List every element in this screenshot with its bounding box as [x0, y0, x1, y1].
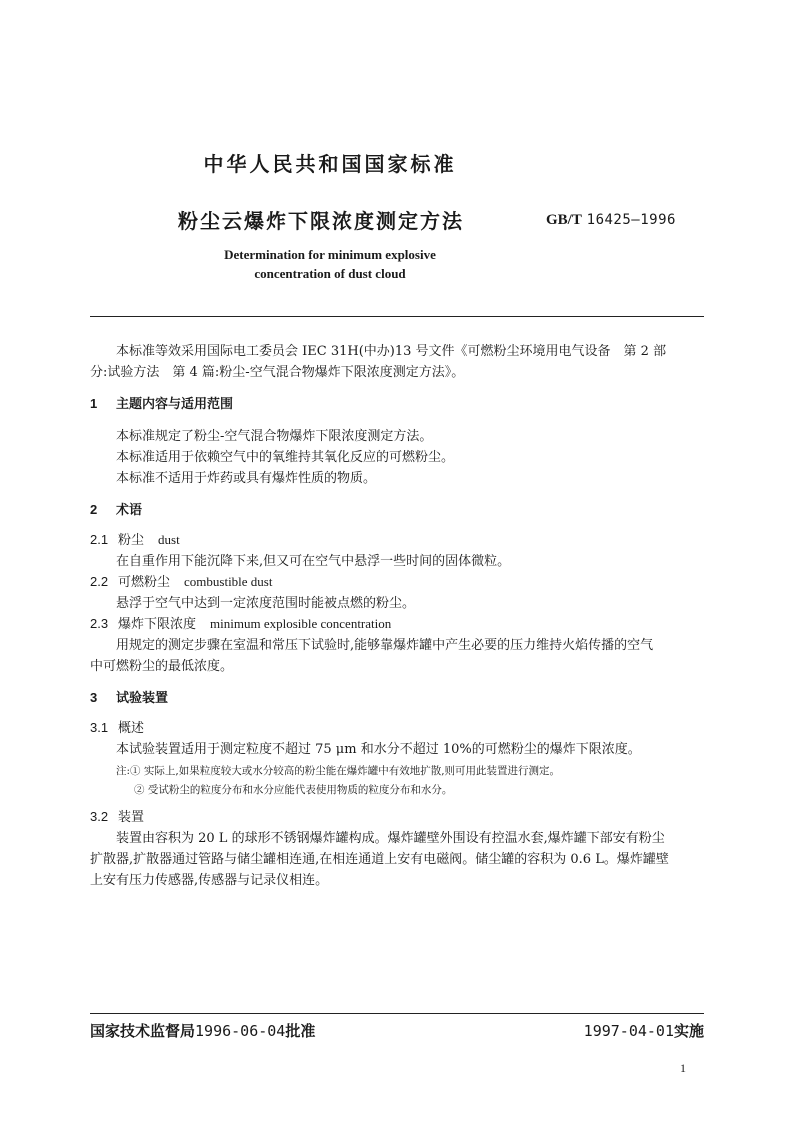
- section-1-heading: [90, 393, 233, 412]
- subsection-3-1-title: 概述: [118, 721, 145, 736]
- term-2-2-definition: 悬浮于空气中达到一定浓度范围时能被点燃的粉尘。: [116, 596, 416, 611]
- term-2-3-definition-line-2: 中可燃粉尘的最低浓度。: [90, 659, 234, 674]
- term-2-2-number: 2.2: [90, 574, 109, 589]
- subsection-3-2-number: 3.2: [90, 809, 109, 824]
- note-2: ② 受试粉尘的粒度分布和水分应能代表使用物质的粒度分布和水分。: [134, 784, 453, 796]
- standard-code: 16425—1996: [586, 212, 676, 228]
- preface-line-1: 本标准等效采用国际电工委员会 IEC 31H(中办)13 号文件《可燃粉尘环境用电气设备 第 2 部: [116, 344, 667, 359]
- standard-prefix: GB/T: [546, 212, 582, 228]
- document-title-cn: 粉尘云爆炸下限浓度测定方法: [178, 209, 464, 233]
- document-title-en-line1: Determination for minimum explosive: [224, 247, 436, 262]
- subsection-3-2-line-2: 扩散器,扩散器通过管路与储尘罐相连通,在相连通道上安有电磁阀。储尘罐的容积为 0.6 L。爆炸罐壁: [90, 852, 669, 867]
- note-1: 注:① 实际上,如果粒度较大或水分较高的粉尘能在爆炸罐中有效地扩散,则可用此装置进行测定。: [116, 765, 561, 777]
- subsection-3-1: [90, 717, 144, 736]
- effective-statement: [584, 1020, 704, 1041]
- subsection-3-2-line-3: 上安有压力传感器,传感器与记录仪相连。: [90, 873, 329, 888]
- section-1-line-3: 本标准不适用于炸药或具有爆炸性质的物质。: [116, 471, 377, 486]
- term-2-1-cn: 粉尘: [118, 533, 145, 548]
- issuer: 国家技术监督局: [90, 1022, 196, 1040]
- section-3-number: 3: [90, 690, 98, 705]
- page-number: 1: [680, 1061, 686, 1075]
- subsection-3-2-line-1: 装置由容积为 20 L 的球形不锈钢爆炸罐构成。爆炸罐壁外围设有控温水套,爆炸罐下部安有粉尘: [116, 831, 665, 846]
- section-1-title: 主题内容与适用范围: [116, 397, 234, 412]
- section-1-number: 1: [90, 396, 98, 411]
- section-1-line-1: 本标准规定了粉尘-空气混合物爆炸下限浓度测定方法。: [116, 429, 433, 444]
- term-2-1-en: dust: [158, 532, 180, 547]
- term-2-1: [90, 529, 180, 548]
- section-3-title: 试验装置: [116, 691, 169, 706]
- effective-label: 实施: [673, 1022, 704, 1040]
- term-2-2-cn: 可燃粉尘: [118, 575, 171, 590]
- term-2-3: [90, 613, 391, 632]
- approve-date: 1996-06-04: [195, 1022, 286, 1040]
- subsection-3-2: [90, 806, 144, 825]
- subsection-3-2-title: 装置: [118, 810, 145, 825]
- term-2-2-en: combustible dust: [184, 574, 273, 589]
- term-2-3-en: minimum explosible concentration: [210, 616, 392, 631]
- term-2-3-cn: 爆炸下限浓度: [118, 617, 197, 632]
- term-2-3-definition-line-1: 用规定的测定步骤在室温和常压下试验时,能够靠爆炸罐中产生必要的压力维持火焰传播的空气: [116, 638, 654, 653]
- effective-date: 1997-04-01: [583, 1022, 674, 1040]
- section-1-line-2: 本标准适用于依赖空气中的氧维持其氧化反应的可燃粉尘。: [116, 450, 455, 465]
- approval-statement: [90, 1020, 315, 1041]
- section-2-number: 2: [90, 502, 98, 517]
- section-2-title: 术语: [116, 503, 143, 518]
- subsection-3-1-text: 本试验装置适用于测定粒度不超过 75 μm 和水分不超过 10%的可燃粉尘的爆炸下限浓度。: [116, 742, 641, 757]
- section-3-heading: [90, 687, 168, 706]
- term-2-3-number: 2.3: [90, 616, 109, 631]
- subsection-3-1-number: 3.1: [90, 720, 109, 735]
- term-2-1-definition: 在自重作用下能沉降下来,但又可在空气中悬浮一些时间的固体微粒。: [116, 554, 511, 569]
- national-standard-title: 中华人民共和国国家标准: [203, 152, 457, 176]
- footer-divider: [90, 1013, 704, 1014]
- section-2-heading: [90, 499, 142, 518]
- term-2-1-number: 2.1: [90, 532, 109, 547]
- header-divider: [90, 316, 704, 317]
- term-2-2: [90, 571, 272, 590]
- approve-label: 批准: [285, 1022, 316, 1040]
- preface-line-2: 分:试验方法 第 4 篇:粉尘-空气混合物爆炸下限浓度测定方法》。: [90, 365, 465, 380]
- document-title-en-line2: concentration of dust cloud: [254, 266, 406, 281]
- standard-number: [546, 210, 676, 229]
